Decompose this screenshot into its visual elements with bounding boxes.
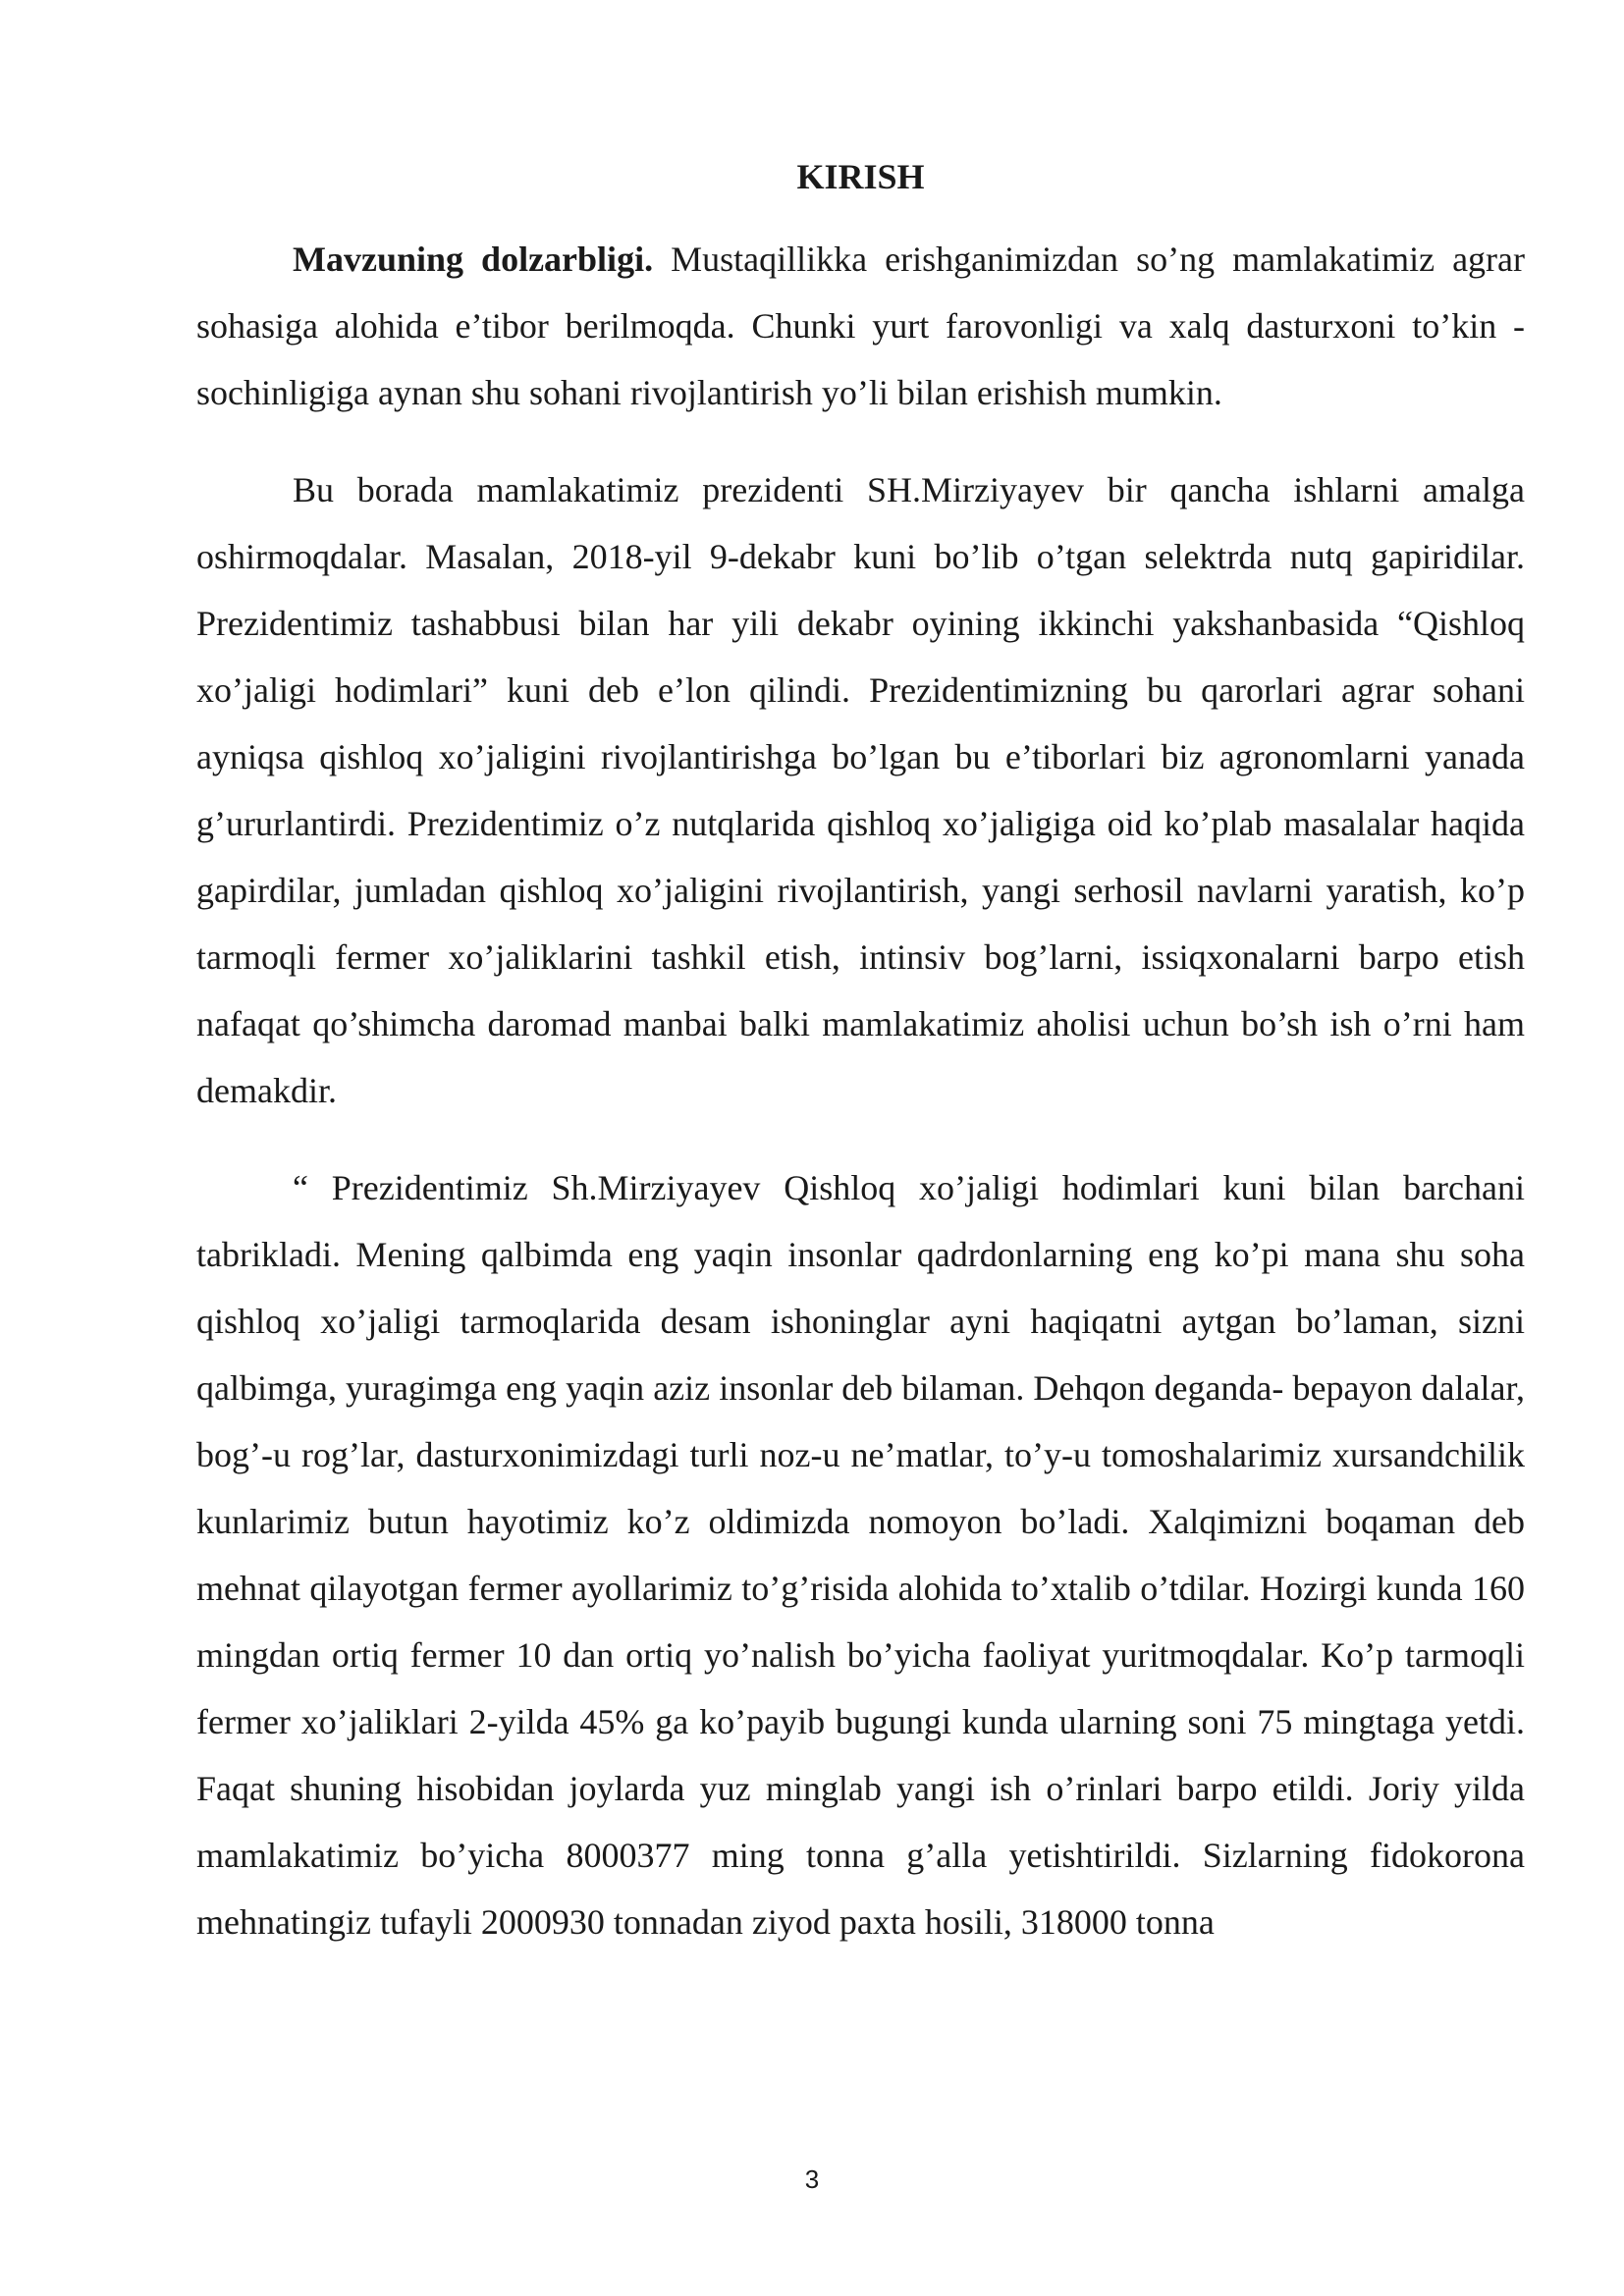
paragraph-relevance — [196, 226, 1525, 426]
paragraph-text: “ Prezidentimiz Sh.Mirziyayev Qishloq xo’jaligi hodimlari kuni bilan barchani tabrikladi. Mening qalbimda eng yaqin insonlar qadrdonlarning eng ko’pi mana shu soha qishloq xo’jaligi tarmoqlarida desam ishoninglar ayni haqiqatni aytgan bo’laman, sizni qalbimga, yuragimga eng yaqin aziz insonlar deb bilaman. Dehqon deganda- bepayon dalalar, bog’-u rog’lar, dasturxonimizdagi turli noz-u ne’matlar, to’y-u tomoshalarimiz xursandchilik kunlarimiz butun hayotimiz ko’z oldimizda nomoyon bo’ladi. Xalqimizni boqaman deb mehnat qilayotgan fermer ayollarimiz to’g’risida alohida to’xtalib o’tdilar. Hozirgi kunda 160 mingdan ortiq fermer 10 dan ortiq yo’nalish bo’yicha faoliyat yuritmoqdalar. Ko’p tarmoqli fermer xo’jaliklari 2-yilda 45% ga ko’payib bugungi kunda ularning soni 75 mingtaga yetdi. Faqat shuning hisobidan joylarda yuz minglab yangi ish o’rinlari barpo etildi. Joriy yilda mamlakatimiz bo’yicha 8000377 ming tonna g’alla yetishtirildi. Sizlarning fidokorona mehnatingiz tufayli 2000930 tonnadan ziyod paxta hosili, 318000 tonna — [196, 1168, 1525, 1942]
paragraph-text: Mustaqillikka erishganimizdan so’ng mamlakatimiz agrar sohasiga alohida e’tibor berilmoqda. Chunki yurt farovonligi va xalq dasturxoni to’kin - sochinligiga aynan shu sohani rivojlantirish yo’li bilan erishish mumkin. — [196, 240, 1526, 412]
paragraph-president-speech — [196, 1154, 1525, 1955]
page-number: 3 — [804, 2164, 820, 2194]
page-content — [196, 147, 1525, 1986]
paragraph-president-work — [196, 456, 1525, 1124]
section-heading: KIRISH — [796, 157, 925, 196]
paragraph-lead: Mavzuning dolzarbligi. — [293, 240, 654, 279]
paragraph-text: Bu borada mamlakatimiz prezidenti SH.Mirziyayev bir qancha ishlarni amalga oshirmoqdalar. Masalan, 2018-yil 9-dekabr kuni bo’lib o’tgan selektrda nutq gapiridilar. Prezidentimiz tashabbusi bilan har yili dekabr oyining ikkinchi yakshanbasida “Qishloq xo’jaligi hodimlari” kuni deb e’lon qilindi. Prezidentimizning bu qarorlari agrar sohani ayniqsa qishloq xo’jaligini rivojlantirishga bo’lgan bu e’tiborlari biz agronomlarni yanada g’ururlantirdi. Prezidentimiz o’z nutqlarida qishloq xo’jaligiga oid ko’plab masalalar haqida gapirdilar, jumladan qishloq xo’jaligini rivojlantirish, yangi serhosil navlarni yaratish, ko’p tarmoqli fermer xo’jaliklarini tashkil etish, intinsiv bog’larni, issiqxonalarni barpo etish nafaqat qo’shimcha daromad manbai balki mamlakatimiz aholisi uchun bo’sh ish o’rni ham demakdir. — [196, 470, 1525, 1110]
